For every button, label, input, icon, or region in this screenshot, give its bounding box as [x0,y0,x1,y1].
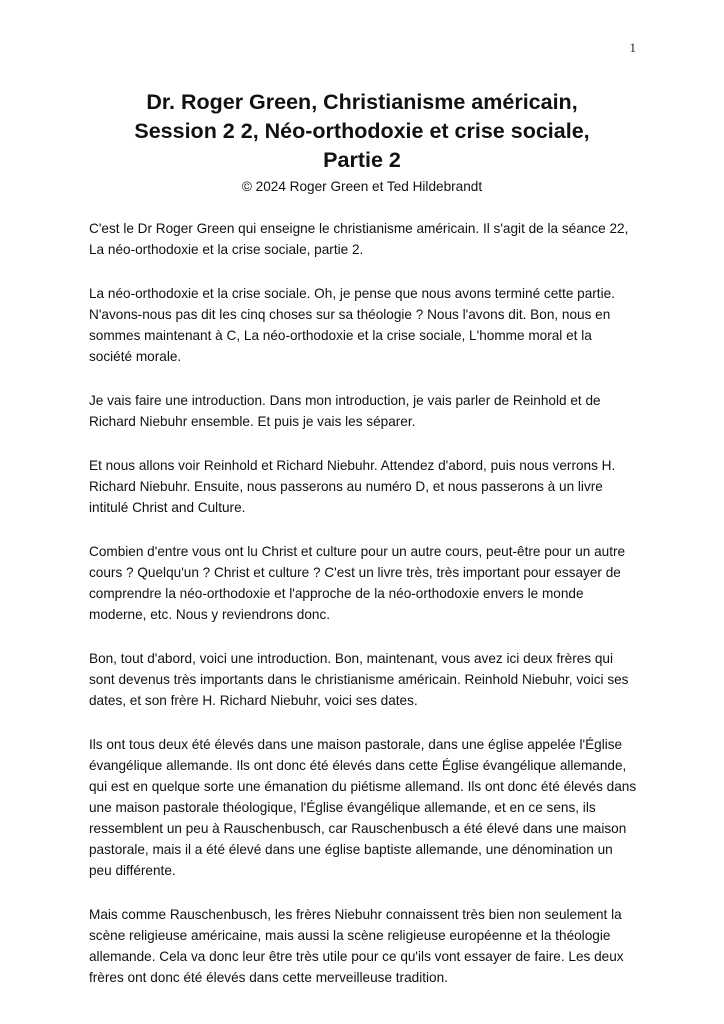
page-number: 1 [629,40,636,55]
paragraph: Et nous allons voir Reinhold et Richard Niebuhr. Attendez d'abord, puis nous verrons H. Richard Niebuhr. Ensuite, nous passerons au numéro D, et nous passerons à un livre intitulé Christ and Culture. [89,458,616,515]
transcript-body [89,218,637,1011]
paragraph: Bon, tout d'abord, voici une introduction. Bon, maintenant, vous avez ici deux frères qui sont devenus très importants dans le christianisme américain. Reinhold Niebuhr, voici ses dates, et son frère H. Richard Niebuhr, voici ses dates. [89,651,629,708]
paragraph: Combien d'entre vous ont lu Christ et culture pour un autre cours, peut-être pour un autre cours ? Quelqu'un ? Christ et culture ? C'est un livre très, très important pour essayer de comprendre la néo-orthodoxie et l'approche de la néo-orthodoxie envers le monde moderne, etc. Nous y reviendrons donc. [89,544,626,622]
document-title [60,88,664,175]
title-line: Session 2 2, Néo-orthodoxie et crise sociale, [134,119,590,143]
title-block [60,88,664,196]
title-line: Partie 2 [323,148,401,172]
copyright-notice: © 2024 Roger Green et Ted Hildebrandt [241,179,483,194]
paragraph: Ils ont tous deux été élevés dans une maison pastorale, dans une église appelée l'Église évangélique allemande. Ils ont donc été élevés dans cette Église évangélique allemande, qui est en quelque sorte une émanation du piétisme allemand. Ils ont donc été élevés dans une maison pastorale théologique, l'Église évangélique allemande, et en ce sens, ils ressemblent un peu à Rauschenbusch, car Rauschenbusch a été élevé dans une maison pastorale, mais il a été élevé dans une église baptiste allemande, une dénomination un peu différente. [89,737,637,878]
paragraph: C'est le Dr Roger Green qui enseigne le christianisme américain. Il s'agit de la séance 22, La néo-orthodoxie et la crise sociale, partie 2. [89,221,629,257]
title-line: Dr. Roger Green, Christianisme américain, [146,90,578,114]
paragraph: Je vais faire une introduction. Dans mon introduction, je vais parler de Reinhold et de Richard Niebuhr ensemble. Et puis je vais les séparer. [89,393,601,429]
paragraph: La néo-orthodoxie et la crise sociale. Oh, je pense que nous avons terminé cette partie. N'avons-nous pas dit les cinq choses sur sa théologie ? Nous l'avons dit. Bon, nous en sommes maintenant à C, La néo-orthodoxie et la crise sociale, L'homme moral et la société morale. [89,286,615,364]
paragraph: Mais comme Rauschenbusch, les frères Niebuhr connaissent très bien non seulement la scène religieuse américaine, mais aussi la scène religieuse européenne et la théologie allemande. Cela va donc leur être très utile pour ce qu'ils vont essayer de faire. Les deux frères ont donc été élevés dans cette merveilleuse tradition. [89,907,624,985]
